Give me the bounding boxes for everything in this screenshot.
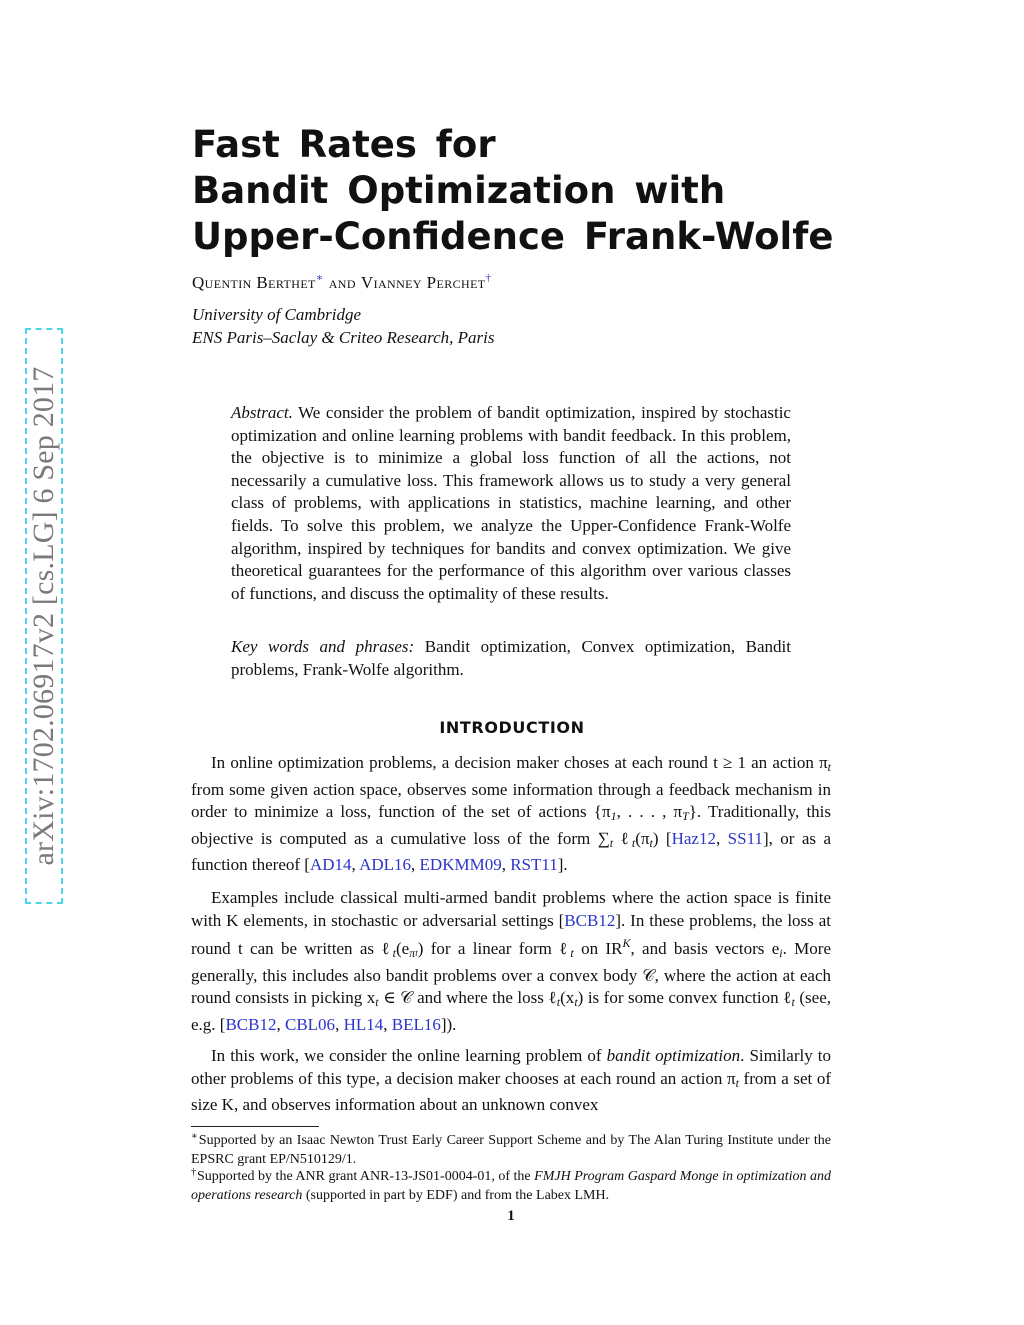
p2-sub: π [409, 946, 416, 961]
p2-text: Examples include classical multi-armed bandit problems where the action space is finite with K elements, in stochastic or adversarial settings [ [191, 888, 831, 930]
p2-sup: K [622, 936, 631, 951]
p1-sub: t [827, 760, 831, 774]
p2-text: ]). [440, 1014, 457, 1034]
citation-link[interactable]: Haz12 [671, 828, 716, 848]
title-line-3: Upper-Confidence Frank-Wolfe [192, 215, 834, 258]
footnote-2-mark: † [191, 1167, 196, 1178]
p2-text: , and basis vectors e [630, 939, 780, 959]
citation-link[interactable]: SS11 [727, 828, 763, 848]
footnote-2 [191, 1164, 831, 1205]
p2-subsub: t [415, 948, 418, 959]
p3-text: from a set of size K, and observes information about an unknown convex [191, 1068, 831, 1115]
citation-link[interactable]: HL14 [343, 1014, 384, 1034]
footnote-divider [191, 1126, 319, 1127]
p1-text: from some given action space, observes some information through a feedback mechanism in order to minimize a loss, function of the set of actions {π [191, 779, 831, 822]
author-1: Quentin Berthet [192, 273, 316, 292]
paper-title [192, 122, 892, 260]
p1-sub: t [631, 835, 636, 850]
p1-sub: T [682, 809, 689, 824]
page-number [0, 1208, 1024, 1225]
p2-text: (e [395, 939, 410, 959]
p1-sub: t [609, 835, 614, 850]
p3-text: In this work, we consider the online learning problem of [211, 1046, 607, 1065]
p2-sub: t [556, 995, 561, 1010]
p2-text: (see, e.g. [ [191, 988, 832, 1034]
footnote-1 [191, 1128, 831, 1169]
author-1-footnote-link[interactable]: ∗ [315, 272, 324, 284]
abstract-text: We consider the problem of bandit optimization, inspired by stochastic optimization and online learning problems with bandit feedback. In this problem, the objective is to minimize a global loss function of all the actions, not necessarily a cumulative loss. This framework allows us to study a very general class of problems, with applications in statistics, machine learning, and other fields. To solve this problem, we analyze the Upper-Confidence Frank-Wolfe algorithm, inspired by techniques for bandits and convex optimization. We give theoretical guarantees for the performance of this algorithm over various classes of functions, and discuss the optimality of these results. [231, 403, 791, 603]
affiliation-2: ENS Paris–Saclay & Criteo Research, Paris [192, 328, 495, 347]
intro-paragraph-3 [191, 1045, 831, 1117]
authors-and: and [328, 273, 356, 292]
p2-sub: t [791, 995, 795, 1010]
p2-text: ]. In these problems, the loss at round t can be written as ℓ [191, 910, 831, 959]
p2-text: ) is for some convex function ℓ [577, 988, 792, 1008]
p2-sub: t [574, 995, 578, 1010]
page-number-text: 1 [507, 1208, 515, 1224]
p2-sub: t [392, 946, 396, 961]
intro-paragraph-2: Examples include classical multi-armed bandit problems where the action space is finite with K elements, in stochastic or adversarial settings [BCB12]. In these problems, the loss at round t can be written as $\ell_t(e_\pi t)$ for a linear form ℓ$_t$ on $IR^K$, and basis vectors $e_i$. More generally, this includes also bandit problems over a convex body 𝒞, where the action at each round consists in picking $x_t$ ∈ 𝒞 and where the loss $\ell_t(x_t)$ is for some convex function ℓ$_t$ (see, e.g. [BCB12, CBL06, HL14, BEL16]). [191, 888, 832, 1034]
p2-text: (x [560, 988, 575, 1008]
p1-text: ]. [557, 855, 568, 875]
p3-text: . Similarly to other problems of this type, a decision maker chooses at each round an action π [191, 1046, 831, 1088]
p1-text: }. Traditionally, this objective is computed as a cumulative loss of the form ∑ [191, 802, 831, 848]
footnote-1-mark: ∗ [191, 1131, 198, 1142]
p2-sub: t [375, 995, 379, 1010]
p1-text: In online optimization problems, a decision maker choses at each round t ≥ 1 an action π [211, 753, 828, 772]
p1-sub: t [649, 835, 653, 850]
footnote-2-text: (supported in part by EDF) and from the Labex LMH. [302, 1187, 610, 1203]
citation-link[interactable]: BEL16 [391, 1014, 441, 1034]
citation-link[interactable]: ADL16 [359, 855, 412, 875]
abstract-label: Abstract. [231, 403, 293, 422]
p1-text: , . . . , π [616, 802, 683, 822]
arxiv-id: arXiv:1702.06917v2 [cs.LG] 6 Sep 2017 [27, 366, 60, 866]
citation-link[interactable]: BCB12 [564, 910, 616, 930]
p2-text: ) for a linear form ℓ [417, 939, 571, 959]
p1-text: ) [ [652, 828, 672, 848]
title-line-1: Fast Rates for [192, 123, 496, 166]
footnote-1-text: Supported by an Isaac Newton Trust Early Career Support Scheme and by The Alan Turing Institute under the EPSRC grant EP/N510129/1. [191, 1133, 831, 1167]
title-line-2: Bandit Optimization with [192, 169, 726, 212]
arxiv-stamp [25, 328, 63, 904]
intro-paragraph-1: In online optimization problems, a decision maker choses at each round t ≥ 1 an action $\pi_t$ from some given action space, observes some information through a feedback mechanism in order to minimize a loss, function of the set of actions {$\pi_1$, . . . , $\pi_T$}. Traditionally, this objective is computed as a cumulative loss of the form $\sum_t$ $\ell_t(\pi_t)$ [Haz12, SS11], or as a function thereof [AD14, ADL16, EDKMM09, RST11]. [191, 753, 832, 875]
citation-link[interactable]: EDKMM09 [419, 855, 502, 875]
p3-emphasis: bandit optimization [606, 1046, 741, 1065]
authors-line [192, 271, 491, 293]
p1-text: ], or as a function thereof [ [191, 828, 832, 875]
keywords-text: Bandit optimization, Convex optimization, Bandit problems, Frank-Wolfe algorithm. [231, 637, 791, 679]
p2-text: ∈ 𝒞 and where the loss ℓ [378, 988, 557, 1008]
keywords [231, 636, 791, 681]
footnote-2-text: Supported by the ANR grant ANR-13-JS01-0004-01, of the [197, 1169, 535, 1184]
section-heading-introduction [0, 718, 1024, 737]
abstract [231, 402, 791, 605]
citation-link[interactable]: BCB12 [225, 1014, 277, 1034]
p1-sub: 1 [610, 809, 617, 824]
p2-sub: t [570, 946, 574, 961]
footnote-2-emphasis: FMJH Program Gaspard Monge in optimization and operations research [191, 1169, 831, 1203]
citation-link[interactable]: CBL06 [285, 1014, 336, 1034]
keywords-label: Key words and phrases: [231, 637, 415, 656]
p2-text: . More generally, this includes also bandit problems over a convex body 𝒞, where the action at each round consists in picking x [191, 939, 832, 1008]
p1-text: ℓ [613, 828, 632, 848]
p2-text: on IR [573, 939, 623, 959]
p3-sub: t [735, 1075, 739, 1090]
p1-text: (π [635, 828, 650, 848]
citation-link[interactable]: AD14 [309, 855, 352, 875]
affiliation-1: University of Cambridge [192, 305, 362, 324]
citation-link[interactable]: RST11 [510, 855, 558, 875]
p2-sub: i [779, 946, 783, 961]
section-heading-text: INTRODUCTION [439, 718, 585, 737]
author-2-footnote-link[interactable]: † [485, 272, 492, 284]
author-2: Vianney Perchet [360, 273, 486, 292]
